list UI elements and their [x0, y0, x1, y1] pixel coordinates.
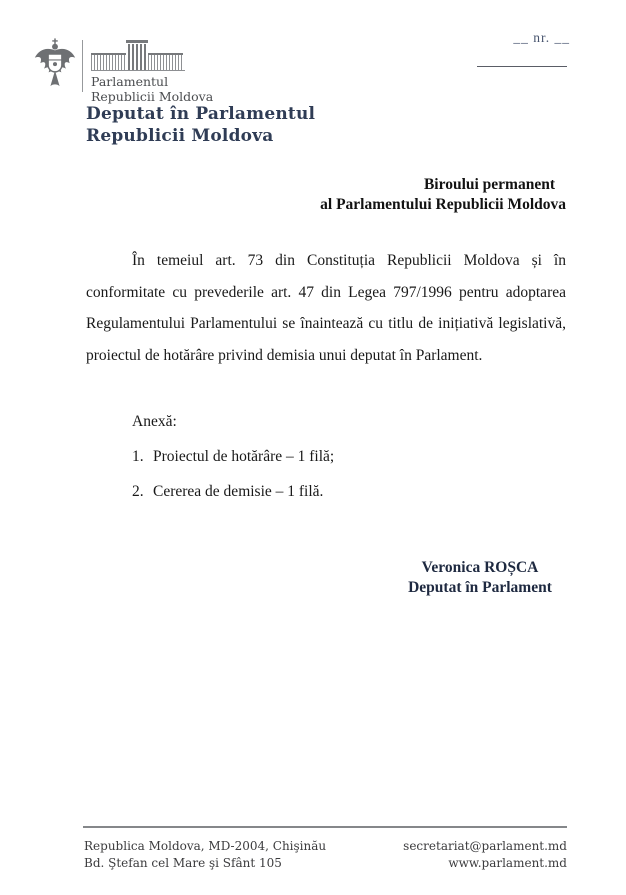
footer-address	[84, 838, 326, 871]
addressee-line2: al Parlamentului Republicii Moldova	[320, 195, 566, 213]
annex-label: Anexă:	[132, 413, 177, 430]
annex-item-1-number: 1.	[132, 448, 144, 465]
body-paragraph: În temeiul art. 73 din Constituția Republicii Moldova și în conformitate cu prevederile art. 47 din Legea 797/1996 pentru adoptarea Regulamentului Parlamentului se înaintează cu titlu de inițiativă legislativă, proiectul de hotărâre privind demisia unui deputat în Parlament.	[86, 252, 566, 364]
addressee-line1: Biroului permanent	[423, 176, 555, 193]
annex-item-2	[132, 483, 323, 501]
logo-divider	[82, 40, 83, 92]
annex-item-2-number: 2.	[132, 483, 144, 500]
logo-text	[91, 75, 213, 104]
sender-title	[86, 103, 315, 147]
signatory-role: Deputat în Parlament	[408, 579, 552, 596]
registration-number-field: __ nr. __	[513, 30, 570, 45]
date-blank-line	[477, 66, 567, 67]
footer-contacts	[403, 838, 567, 871]
sender-title-line2: Republicii Moldova	[86, 126, 274, 146]
signature-block	[398, 558, 562, 598]
parliament-logo	[91, 40, 213, 104]
addressee-block	[320, 175, 566, 214]
moldova-coat-of-arms-icon	[33, 38, 77, 97]
footer-address-line1: Republica Moldova, MD-2004, Chişinău	[84, 839, 327, 853]
footer-address-line2: Bd. Ştefan cel Mare şi Sfânt 105	[84, 855, 282, 870]
logo-text-line2: Republicii Moldova	[91, 88, 214, 104]
annex-item-1-text: Proiectul de hotărâre – 1 filă;	[153, 448, 335, 465]
sender-title-line1: Deputat în Parlamentul	[86, 104, 316, 124]
signatory-name: Veronica ROȘCA	[421, 559, 539, 576]
footer-divider	[83, 826, 567, 828]
logo-text-line1: Parlamentul	[91, 74, 169, 89]
annex-item-1	[132, 448, 334, 466]
parliament-building-icon	[91, 40, 185, 71]
footer-website: www.parlament.md	[448, 855, 567, 870]
annex-item-2-text: Cererea de demisie – 1 filă.	[153, 483, 324, 500]
footer-email: secretariat@parlament.md	[403, 839, 567, 853]
